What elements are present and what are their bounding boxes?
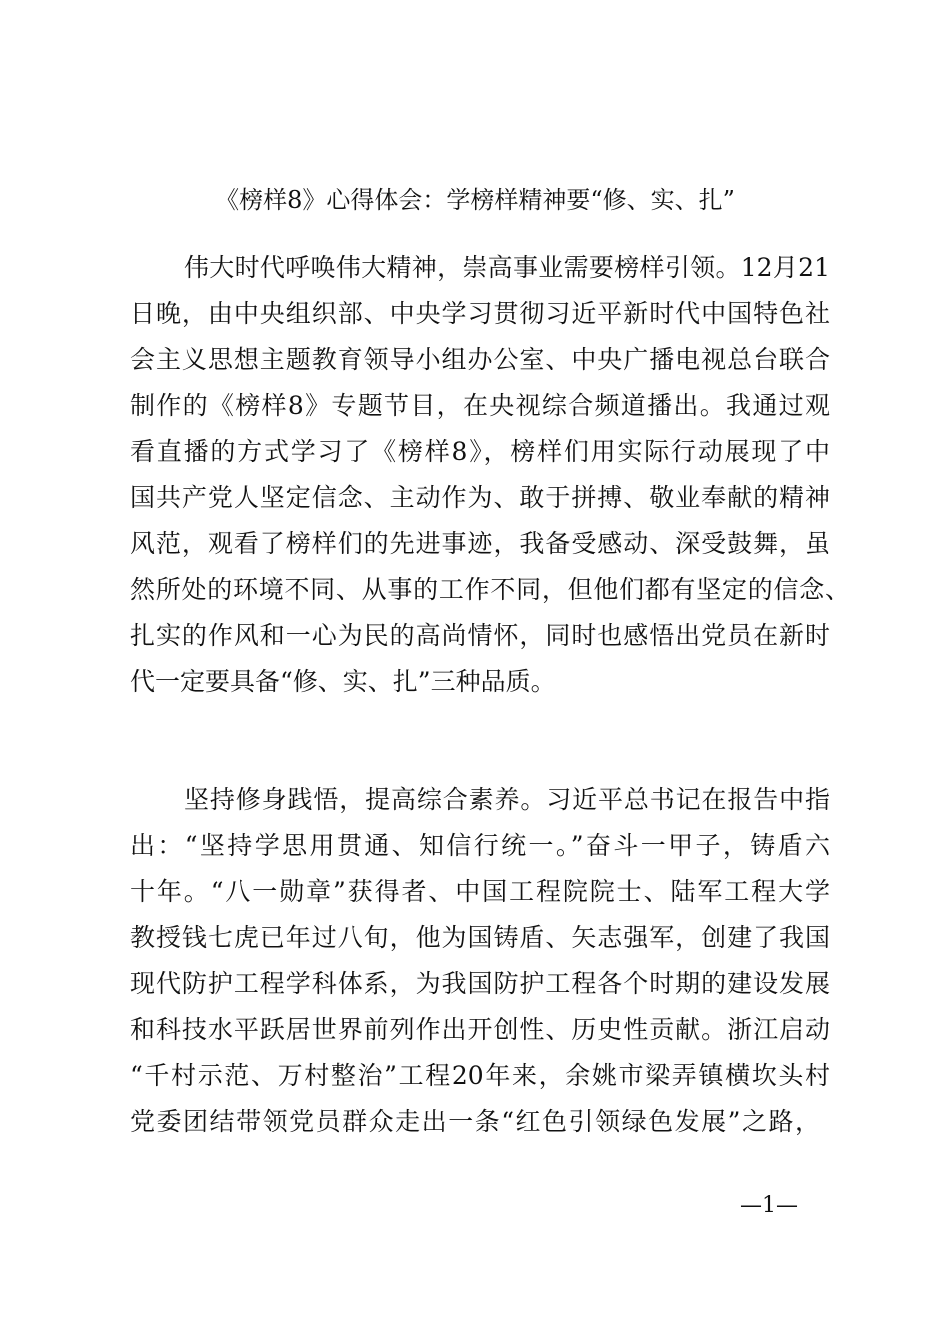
text-line: 十年。“八一勋章”获得者、中国工程院院士、陆军工程大学	[130, 877, 830, 906]
text-line: 扎实的作风和一心为民的高尚情怀，同时也感悟出党员在新时	[130, 621, 830, 650]
text-line: 坚持修身践悟，提高综合素养。习近平总书记在报告中指	[184, 785, 830, 814]
page-number: —1—	[740, 1193, 798, 1218]
text-line: 出：“坚持学思用贯通、知信行统一。”奋斗一甲子，铸盾六	[130, 831, 830, 860]
text-line: 然所处的环境不同、从事的工作不同，但他们都有坚定的信念、	[130, 575, 850, 604]
text-line: 国共产党人坚定信念、主动作为、敢于拼搏、敬业奉献的精神	[130, 483, 830, 512]
text-line: 日晚，由中央组织部、中央学习贯彻习近平新时代中国特色社	[130, 299, 830, 328]
text-line: 代一定要具备“修、实、扎”三种品质。	[130, 667, 556, 696]
document-title: 《榜样8》心得体会：学榜样精神要“修、实、扎”	[215, 186, 735, 214]
text-line: 和科技水平跃居世界前列作出开创性、历史性贡献。浙江启动	[130, 1015, 830, 1044]
text-line: 现代防护工程学科体系，为我国防护工程各个时期的建设发展	[130, 969, 830, 998]
text-line: 教授钱七虎已年过八旬，他为国铸盾、矢志强军，创建了我国	[130, 923, 830, 952]
text-line: 伟大时代呼唤伟大精神，崇高事业需要榜样引领。12月21	[184, 253, 830, 282]
text-line: 制作的《榜样8》专题节目，在央视综合频道播出。我通过观	[130, 391, 830, 420]
text-line: 看直播的方式学习了《榜样8》，榜样们用实际行动展现了中	[130, 437, 830, 466]
text-line: “千村示范、万村整治”工程20年来，余姚市梁弄镇横坎头村	[130, 1061, 830, 1090]
text-line: 风范，观看了榜样们的先进事迹，我备受感动、深受鼓舞，虽	[130, 529, 830, 558]
text-line: 会主义思想主题教育领导小组办公室、中央广播电视总台联合	[130, 345, 830, 374]
text-line: 党委团结带领党员群众走出一条“红色引领绿色发展”之路，	[130, 1107, 820, 1136]
